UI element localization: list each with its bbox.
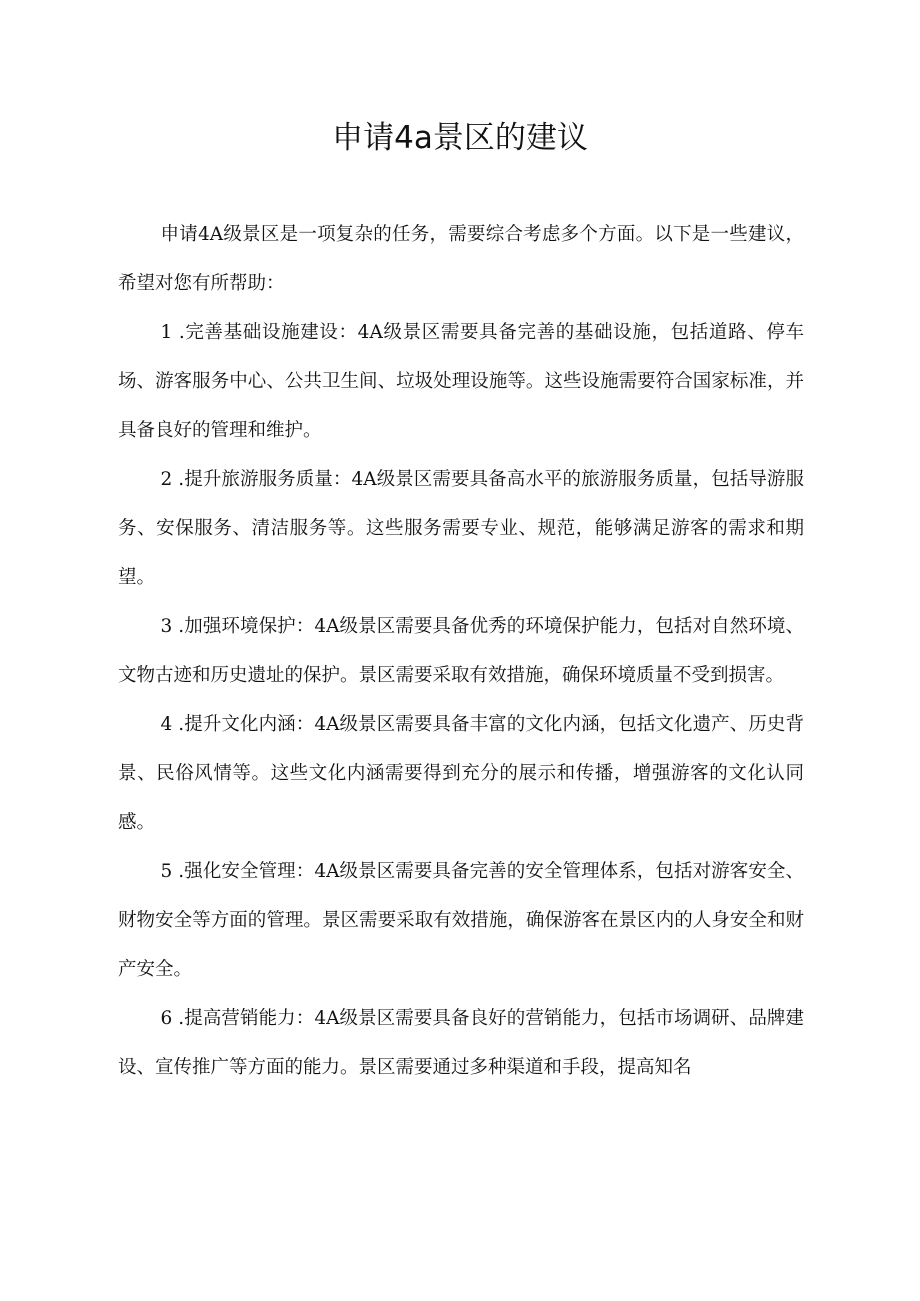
- intro-paragraph: 申请4A级景区是一项复杂的任务，需要综合考虑多个方面。以下是一些建议，希望对您有所帮助：: [118, 224, 804, 294]
- suggestion-paragraph-3: 3 .加强环境保护：4A级景区需要具备优秀的环境保护能力，包括对自然环境、文物古迹和历史遗址的保护。景区需要采取有效措施，确保环境质量不受到损害。: [118, 616, 804, 686]
- suggestion-paragraph-5: 5 .强化安全管理：4A级景区需要具备完善的安全管理体系，包括对游客安全、财物安全等方面的管理。景区需要采取有效措施，确保游客在景区内的人身安全和财产安全。: [118, 861, 804, 980]
- suggestion-paragraph-2: 2 .提升旅游服务质量：4A级景区需要具备高水平的旅游服务质量，包括导游服务、安保服务、清洁服务等。这些服务需要专业、规范，能够满足游客的需求和期望。: [118, 469, 804, 588]
- suggestion-paragraph-4: 4 .提升文化内涵：4A级景区需要具备丰富的文化内涵，包括文化遗产、历史背景、民俗风情等。这些文化内涵需要得到充分的展示和传播，增强游客的文化认同感。: [118, 714, 804, 833]
- document-body: [118, 210, 804, 1092]
- document-title: 申请4a景区的建议: [332, 120, 588, 156]
- suggestion-paragraph-1: 1 .完善基础设施建设：4A级景区需要具备完善的基础设施，包括道路、停车场、游客服务中心、公共卫生间、垃圾处理设施等。这些设施需要符合国家标准，并具备良好的管理和维护。: [118, 322, 804, 441]
- suggestion-paragraph-6: 6 .提高营销能力：4A级景区需要具备良好的营销能力，包括市场调研、品牌建设、宣传推广等方面的能力。景区需要通过多种渠道和手段，提高知名: [118, 1008, 804, 1078]
